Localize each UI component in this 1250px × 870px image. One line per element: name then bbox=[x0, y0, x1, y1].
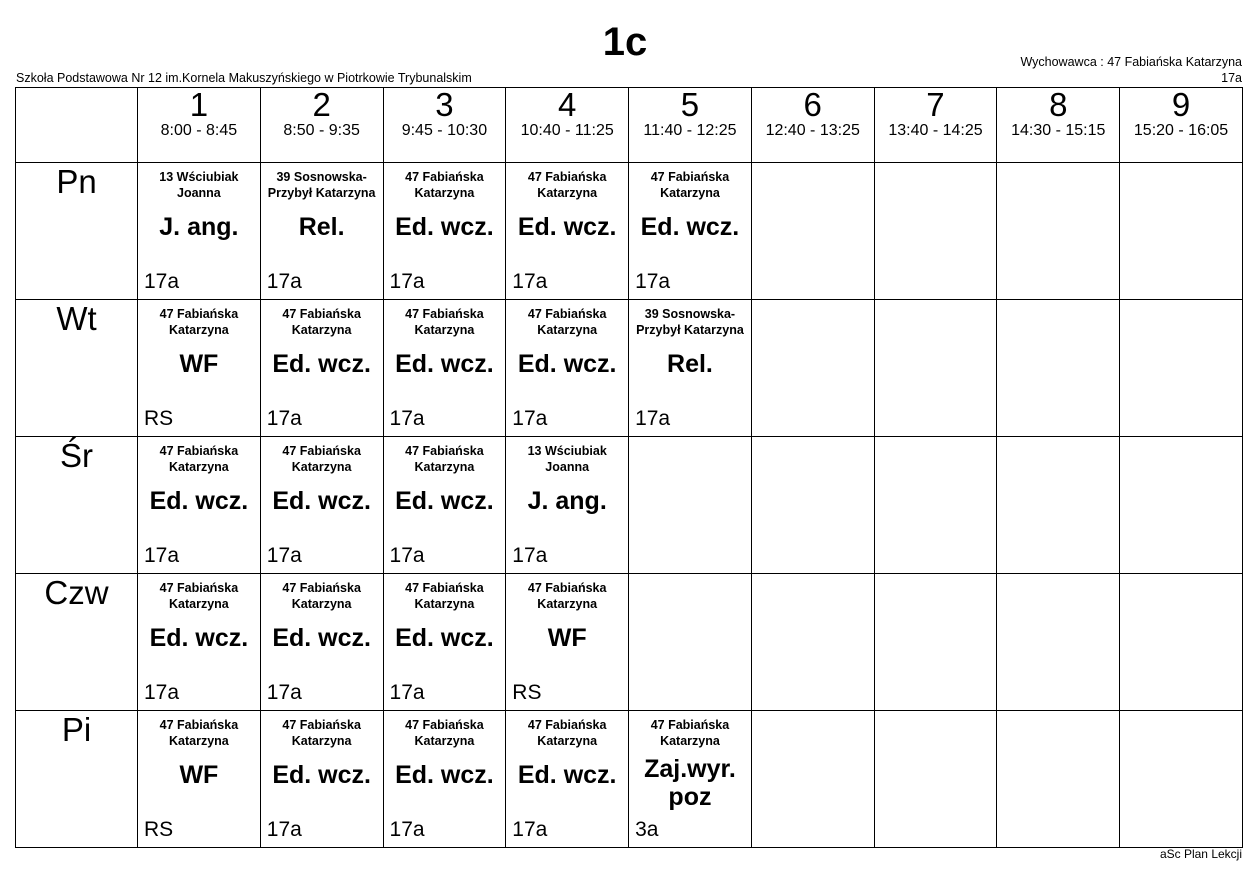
empty-cell bbox=[751, 711, 874, 848]
empty-cell bbox=[997, 163, 1120, 300]
period-number: 1 bbox=[189, 86, 209, 123]
period-number: 6 bbox=[803, 86, 822, 123]
day-name: Pi bbox=[16, 711, 138, 848]
period-time: 15:20 - 16:05 bbox=[1133, 122, 1229, 139]
period-time: 11:40 - 12:25 bbox=[643, 122, 737, 139]
lesson-teacher: 47 Fabiańska Katarzyna bbox=[159, 444, 239, 474]
lesson-subject: Rel. bbox=[667, 350, 713, 378]
lesson-cell bbox=[138, 574, 261, 711]
lesson-subject: Ed. wcz. bbox=[149, 487, 249, 515]
day-row bbox=[16, 437, 1243, 574]
lesson-room: 17a bbox=[144, 270, 180, 293]
lesson-teacher: 13 Wściubiak Joanna bbox=[527, 444, 607, 474]
lesson-cell bbox=[629, 163, 752, 300]
lesson-room: 17a bbox=[512, 407, 548, 430]
lesson-cell bbox=[383, 300, 506, 437]
lesson-room: 17a bbox=[389, 544, 425, 567]
homeroom-teacher: Wychowawca : 47 Fabiańska Katarzyna bbox=[1020, 55, 1242, 69]
lesson-subject: Ed. wcz. bbox=[395, 213, 494, 241]
lesson-subject: WF bbox=[179, 761, 219, 789]
lesson-cell bbox=[506, 711, 629, 848]
lesson-subject: Ed. wcz. bbox=[272, 487, 371, 515]
period-header-7 bbox=[874, 88, 997, 163]
lesson-room: 17a bbox=[266, 544, 302, 567]
lesson-subject: Ed. wcz. bbox=[395, 350, 494, 378]
period-time: 8:50 - 9:35 bbox=[283, 122, 360, 139]
lesson-cell bbox=[138, 300, 261, 437]
lesson-room: 17a bbox=[512, 544, 548, 567]
lesson-teacher: 47 Fabiańska Katarzyna bbox=[405, 307, 484, 337]
day-name: Wt bbox=[16, 300, 138, 437]
lesson-teacher: 47 Fabiańska Katarzyna bbox=[650, 170, 730, 200]
empty-cell bbox=[997, 300, 1120, 437]
period-header-3 bbox=[383, 88, 506, 163]
lesson-cell bbox=[383, 711, 506, 848]
period-number: 3 bbox=[435, 86, 454, 123]
lesson-room: 17a bbox=[266, 681, 302, 704]
lesson-teacher: 39 Sosnowska-Przybył Katarzyna bbox=[636, 307, 744, 337]
lesson-cell bbox=[138, 437, 261, 574]
empty-cell bbox=[751, 300, 874, 437]
lesson-room: 17a bbox=[389, 407, 425, 430]
lesson-teacher: 47 Fabiańska Katarzyna bbox=[159, 718, 239, 748]
lesson-teacher: 47 Fabiańska Katarzyna bbox=[282, 718, 361, 748]
lesson-teacher: 47 Fabiańska Katarzyna bbox=[527, 581, 607, 611]
lesson-teacher: 47 Fabiańska Katarzyna bbox=[282, 444, 361, 474]
lesson-teacher: 47 Fabiańska Katarzyna bbox=[527, 170, 607, 200]
lesson-room: 17a bbox=[266, 270, 302, 293]
lesson-subject: Ed. wcz. bbox=[149, 624, 249, 652]
lesson-subject: WF bbox=[547, 624, 587, 652]
period-time: 14:30 - 15:15 bbox=[1011, 122, 1106, 139]
period-number: 2 bbox=[312, 86, 331, 123]
empty-cell bbox=[629, 574, 752, 711]
day-row bbox=[16, 300, 1243, 437]
lesson-subject: Ed. wcz. bbox=[640, 213, 740, 241]
empty-cell bbox=[874, 711, 997, 848]
empty-cell bbox=[1120, 437, 1243, 574]
lesson-subject: Ed. wcz. bbox=[272, 761, 371, 789]
lesson-teacher: 47 Fabiańska Katarzyna bbox=[405, 718, 484, 748]
lesson-room: 3a bbox=[635, 818, 659, 841]
lesson-room: 17a bbox=[512, 818, 548, 841]
day-name: Pn bbox=[16, 163, 138, 300]
period-header-9 bbox=[1120, 88, 1243, 163]
period-time: 9:45 - 10:30 bbox=[401, 122, 488, 139]
homeroom-room: 17a bbox=[1221, 71, 1242, 85]
lesson-room: 17a bbox=[266, 818, 302, 841]
lesson-cell bbox=[506, 437, 629, 574]
lesson-room: 17a bbox=[389, 270, 425, 293]
lesson-teacher: 47 Fabiańska Katarzyna bbox=[527, 307, 607, 337]
lesson-cell bbox=[138, 711, 261, 848]
page-title: 1c bbox=[602, 20, 648, 64]
period-header-8 bbox=[997, 88, 1120, 163]
empty-cell bbox=[629, 437, 752, 574]
lesson-teacher: 47 Fabiańska Katarzyna bbox=[282, 307, 361, 337]
lesson-subject: Ed. wcz. bbox=[517, 350, 617, 378]
lesson-subject: Zaj.wyr. poz bbox=[644, 755, 736, 811]
lesson-cell bbox=[629, 711, 752, 848]
day-row bbox=[16, 163, 1243, 300]
lesson-subject: Ed. wcz. bbox=[272, 624, 371, 652]
school-name: Szkoła Podstawowa Nr 12 im.Kornela Makuszyńskiego w Piotrkowie Trybunalskim bbox=[16, 71, 472, 85]
period-header-2 bbox=[260, 88, 383, 163]
lesson-room: RS bbox=[512, 681, 542, 704]
period-time: 10:40 - 11:25 bbox=[520, 122, 614, 139]
lesson-cell bbox=[260, 300, 383, 437]
period-header-6 bbox=[751, 88, 874, 163]
empty-cell bbox=[1120, 574, 1243, 711]
empty-cell bbox=[997, 711, 1120, 848]
period-header-1 bbox=[138, 88, 261, 163]
lesson-teacher: 47 Fabiańska Katarzyna bbox=[650, 718, 730, 748]
day-row bbox=[16, 711, 1243, 848]
lesson-subject: Rel. bbox=[298, 213, 345, 241]
lesson-subject: WF bbox=[179, 350, 219, 378]
lesson-room: 17a bbox=[635, 407, 671, 430]
lesson-cell bbox=[260, 163, 383, 300]
lesson-cell bbox=[260, 574, 383, 711]
lesson-teacher: 47 Fabiańska Katarzyna bbox=[405, 444, 484, 474]
period-time: 8:00 - 8:45 bbox=[160, 122, 238, 139]
lesson-cell bbox=[506, 300, 629, 437]
day-row bbox=[16, 574, 1243, 711]
lesson-teacher: 47 Fabiańska Katarzyna bbox=[159, 581, 239, 611]
period-header-5 bbox=[629, 88, 752, 163]
footer-credit: aSc Plan Lekcji bbox=[1159, 847, 1242, 861]
lesson-teacher: 47 Fabiańska Katarzyna bbox=[282, 581, 361, 611]
period-header-row bbox=[16, 88, 1243, 163]
empty-cell bbox=[1120, 300, 1243, 437]
lesson-cell bbox=[383, 574, 506, 711]
period-time: 12:40 - 13:25 bbox=[765, 122, 860, 139]
period-number: 5 bbox=[680, 86, 700, 123]
lesson-room: 17a bbox=[389, 681, 425, 704]
period-time: 13:40 - 14:25 bbox=[888, 122, 983, 139]
corner-cell bbox=[16, 88, 138, 163]
timetable-grid bbox=[15, 87, 1243, 848]
period-number: 4 bbox=[558, 86, 577, 123]
empty-cell bbox=[751, 437, 874, 574]
empty-cell bbox=[1120, 711, 1243, 848]
lesson-room: 17a bbox=[635, 270, 671, 293]
lesson-subject: J. ang. bbox=[527, 487, 607, 515]
empty-cell bbox=[874, 574, 997, 711]
lesson-subject: Ed. wcz. bbox=[517, 761, 617, 789]
lesson-subject: Ed. wcz. bbox=[395, 487, 494, 515]
period-number: 9 bbox=[1171, 86, 1191, 123]
lesson-teacher: 13 Wściubiak Joanna bbox=[159, 170, 239, 200]
empty-cell bbox=[874, 163, 997, 300]
period-number: 7 bbox=[926, 86, 945, 123]
lesson-cell bbox=[260, 437, 383, 574]
lesson-room: 17a bbox=[266, 407, 302, 430]
empty-cell bbox=[874, 300, 997, 437]
lesson-room: RS bbox=[144, 407, 174, 430]
lesson-room: 17a bbox=[512, 270, 548, 293]
empty-cell bbox=[997, 437, 1120, 574]
lesson-teacher: 47 Fabiańska Katarzyna bbox=[527, 718, 607, 748]
lesson-cell bbox=[629, 300, 752, 437]
empty-cell bbox=[751, 574, 874, 711]
lesson-subject: Ed. wcz. bbox=[395, 761, 494, 789]
lesson-teacher: 39 Sosnowska-Przybył Katarzyna bbox=[267, 170, 376, 200]
period-header-4 bbox=[506, 88, 629, 163]
empty-cell bbox=[997, 574, 1120, 711]
lesson-subject: J. ang. bbox=[159, 213, 239, 241]
lesson-room: RS bbox=[144, 818, 174, 841]
empty-cell bbox=[1120, 163, 1243, 300]
lesson-teacher: 47 Fabiańska Katarzyna bbox=[159, 307, 239, 337]
lesson-room: 17a bbox=[144, 544, 180, 567]
lesson-room: 17a bbox=[389, 818, 425, 841]
day-name: Czw bbox=[16, 574, 138, 711]
lesson-cell bbox=[506, 163, 629, 300]
lesson-cell bbox=[506, 574, 629, 711]
day-name: Śr bbox=[16, 437, 138, 574]
lesson-cell bbox=[383, 163, 506, 300]
lesson-cell bbox=[383, 437, 506, 574]
empty-cell bbox=[874, 437, 997, 574]
lesson-cell bbox=[260, 711, 383, 848]
period-number: 8 bbox=[1049, 86, 1068, 123]
lesson-subject: Ed. wcz. bbox=[272, 350, 371, 378]
lesson-room: 17a bbox=[144, 681, 180, 704]
lesson-subject: Ed. wcz. bbox=[395, 624, 494, 652]
lesson-cell bbox=[138, 163, 261, 300]
lesson-teacher: 47 Fabiańska Katarzyna bbox=[405, 170, 484, 200]
lesson-teacher: 47 Fabiańska Katarzyna bbox=[405, 581, 484, 611]
lesson-subject: Ed. wcz. bbox=[517, 213, 617, 241]
empty-cell bbox=[751, 163, 874, 300]
